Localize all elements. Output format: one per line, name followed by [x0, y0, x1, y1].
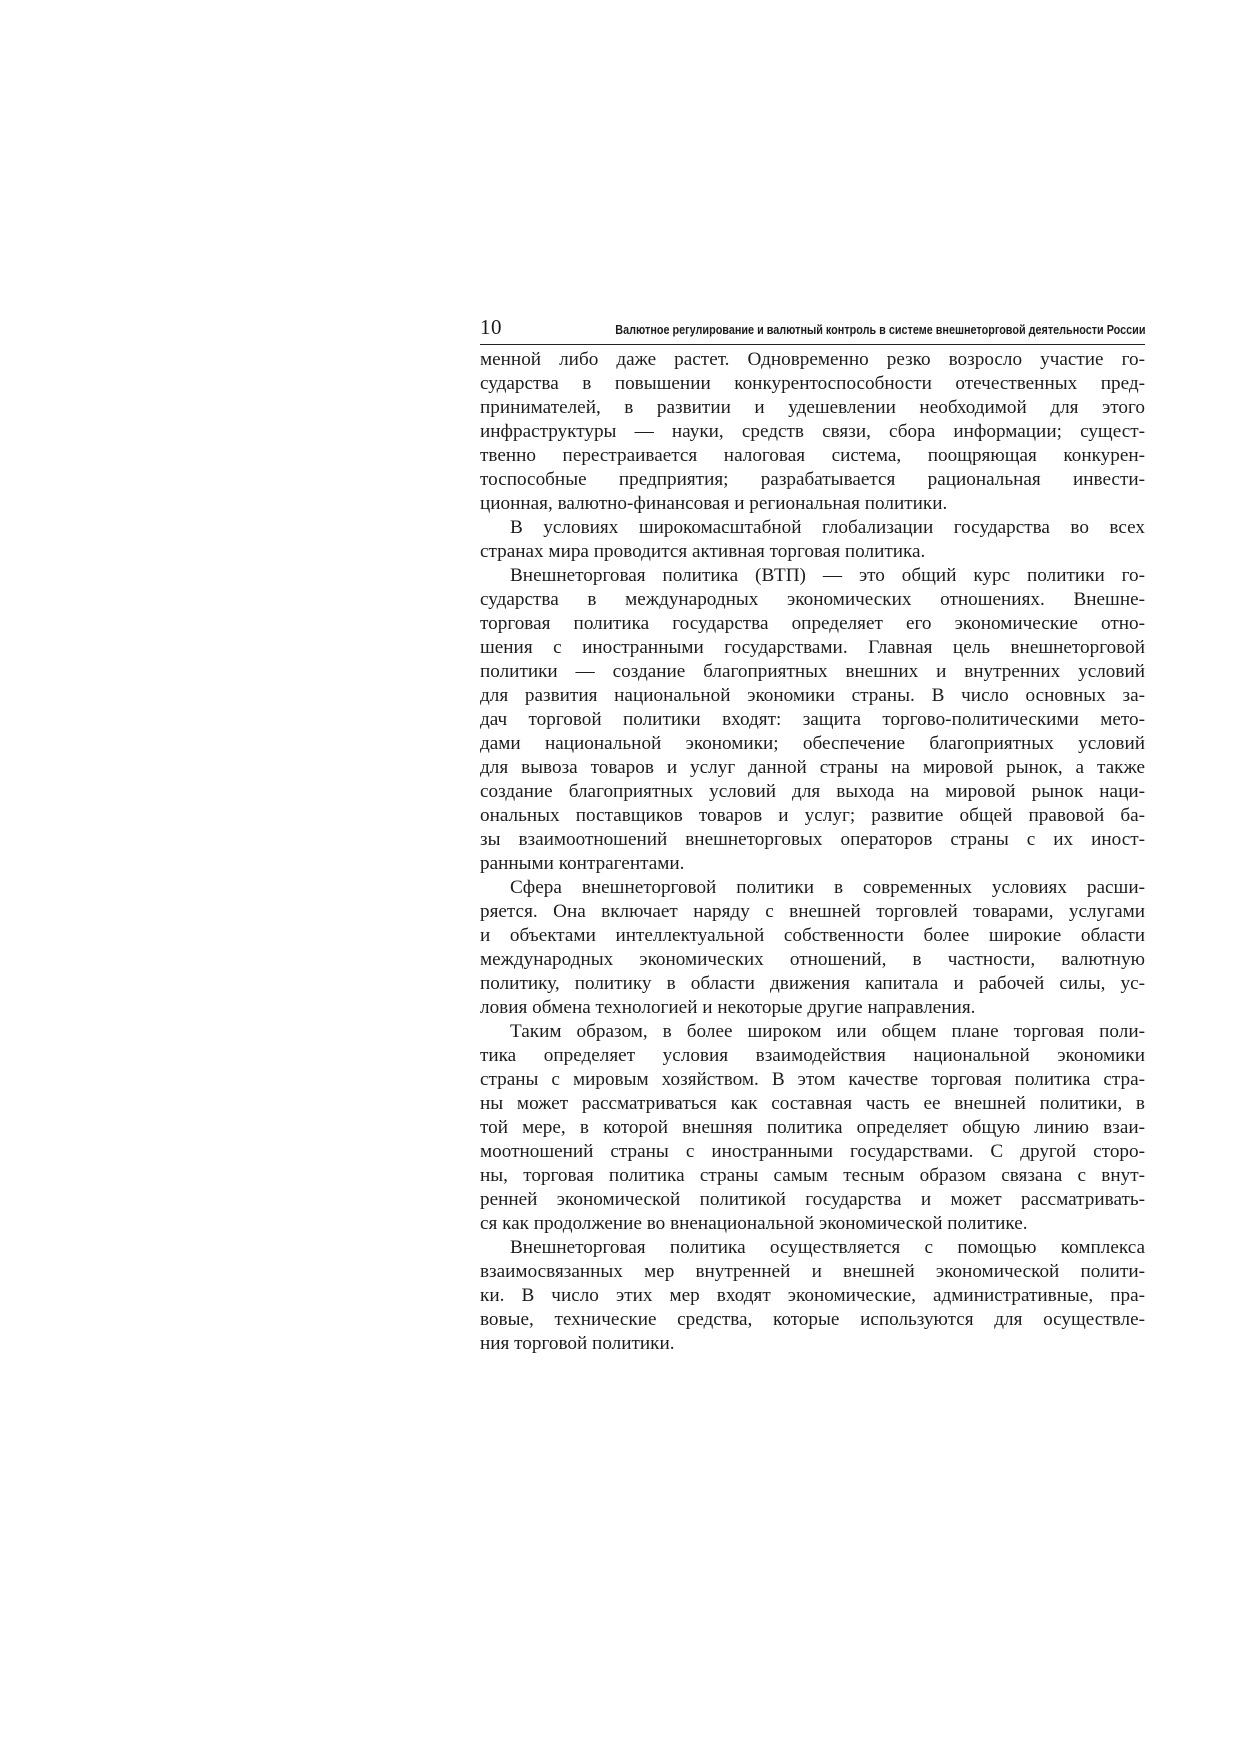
text-line: Внешнеторговая политика (ВТП) — это общий курс политики го- — [510, 565, 1145, 586]
text-line: политику, политику в области движения капитала и рабочей силы, ус- — [480, 973, 1145, 994]
running-title: Валютное регулирование и валютный контроль в системе внешнеторговой деятельности России — [614, 323, 1145, 337]
text-line: той мере, в которой внешняя политика определяет общую линию взаи- — [480, 1117, 1145, 1138]
paragraph — [480, 876, 1145, 1020]
text-line: ционная, валютно-финансовая и региональная политики. — [480, 493, 948, 514]
text-line: дами национальной экономики; обеспечение благоприятных условий — [480, 733, 1145, 754]
text-line: ряется. Она включает наряду с внешней торговлей товарами, услугами — [480, 901, 1145, 922]
book-page — [480, 315, 1145, 1356]
text-line: сударства в повышении конкурентоспособности отечественных пред- — [480, 373, 1145, 394]
text-line: создание благоприятных условий для выхода на мировой рынок наци- — [480, 781, 1145, 802]
running-head — [480, 315, 1145, 345]
text-line: принимателей, в развитии и удешевлении необходимой для этого — [480, 397, 1145, 418]
text-line: ренней экономической политикой государства и может рассматривать- — [480, 1189, 1145, 1210]
text-line: вовые, технические средства, которые используются для осуществле- — [480, 1309, 1145, 1330]
text-line: и объектами интеллектуальной собственности более широкие области — [480, 925, 1145, 946]
text-line: ональных поставщиков товаров и услуг; развитие общей правовой ба- — [480, 805, 1145, 826]
text-line: дач торговой политики входят: защита торгово-политическими мето- — [480, 709, 1145, 730]
text-line: шения с иностранными государствами. Главная цель внешнеторговой — [480, 637, 1145, 658]
text-line: политики — создание благоприятных внешних и внутренних условий — [480, 661, 1145, 682]
text-line: сударства в международных экономических отношениях. Внешне- — [480, 589, 1145, 610]
text-line: моотношений страны с иностранными государствами. С другой сторо- — [480, 1141, 1145, 1162]
paragraph — [480, 564, 1145, 876]
text-line: странах мира проводится активная торговая политика. — [480, 541, 926, 562]
paragraph — [480, 516, 1145, 564]
paragraph — [480, 348, 1145, 516]
text-line: для развития национальной экономики страны. В число основных за- — [480, 685, 1145, 706]
text-line: ся как продолжение во вненациональной экономической политике. — [480, 1213, 1028, 1234]
text-line: тоспособные предприятия; разрабатывается рациональная инвести- — [480, 469, 1145, 490]
text-line: В условиях широкомасштабной глобализации государства во всех — [510, 517, 1145, 538]
text-line: ки. В число этих мер входят экономические, административные, пра- — [480, 1285, 1145, 1306]
text-line: международных экономических отношений, в частности, валютную — [480, 949, 1145, 970]
text-line: торговая политика государства определяет его экономические отно- — [480, 613, 1145, 634]
text-line: менной либо даже растет. Одновременно резко возросло участие го- — [480, 349, 1145, 370]
text-line: Таким образом, в более широком или общем плане торговая поли- — [510, 1021, 1145, 1042]
text-line: Внешнеторговая политика осуществляется с помощью комплекса — [510, 1237, 1145, 1258]
body-text — [480, 348, 1145, 1356]
text-line: взаимосвязанных мер внутренней и внешней экономической полити- — [480, 1261, 1145, 1282]
text-line: ния торговой политики. — [480, 1333, 675, 1354]
text-line: для вывоза товаров и услуг данной страны на мировой рынок, а также — [480, 757, 1145, 778]
text-line: ны, торговая политика страны самым тесным образом связана с внут- — [480, 1165, 1145, 1186]
paragraph — [480, 1236, 1145, 1356]
text-line: зы взаимоотношений внешнеторговых операторов страны с их иност- — [480, 829, 1145, 850]
text-line: страны с мировым хозяйством. В этом качестве торговая политика стра- — [480, 1069, 1145, 1090]
text-line: ловия обмена технологией и некоторые другие направления. — [480, 997, 976, 1018]
text-line: тика определяет условия взаимодействия национальной экономики — [480, 1045, 1145, 1066]
text-line: инфраструктуры — науки, средств связи, сбора информации; сущест- — [480, 421, 1145, 442]
paragraph — [480, 1020, 1145, 1236]
text-line: Сфера внешнеторговой политики в современных условиях расши- — [510, 877, 1145, 898]
text-line: твенно перестраивается налоговая система, поощряющая конкурен- — [480, 445, 1145, 466]
page-number: 10 — [480, 315, 502, 339]
text-line: ранными контрагентами. — [480, 853, 685, 874]
text-line: ны может рассматриваться как составная часть ее внешней политики, в — [480, 1093, 1145, 1114]
